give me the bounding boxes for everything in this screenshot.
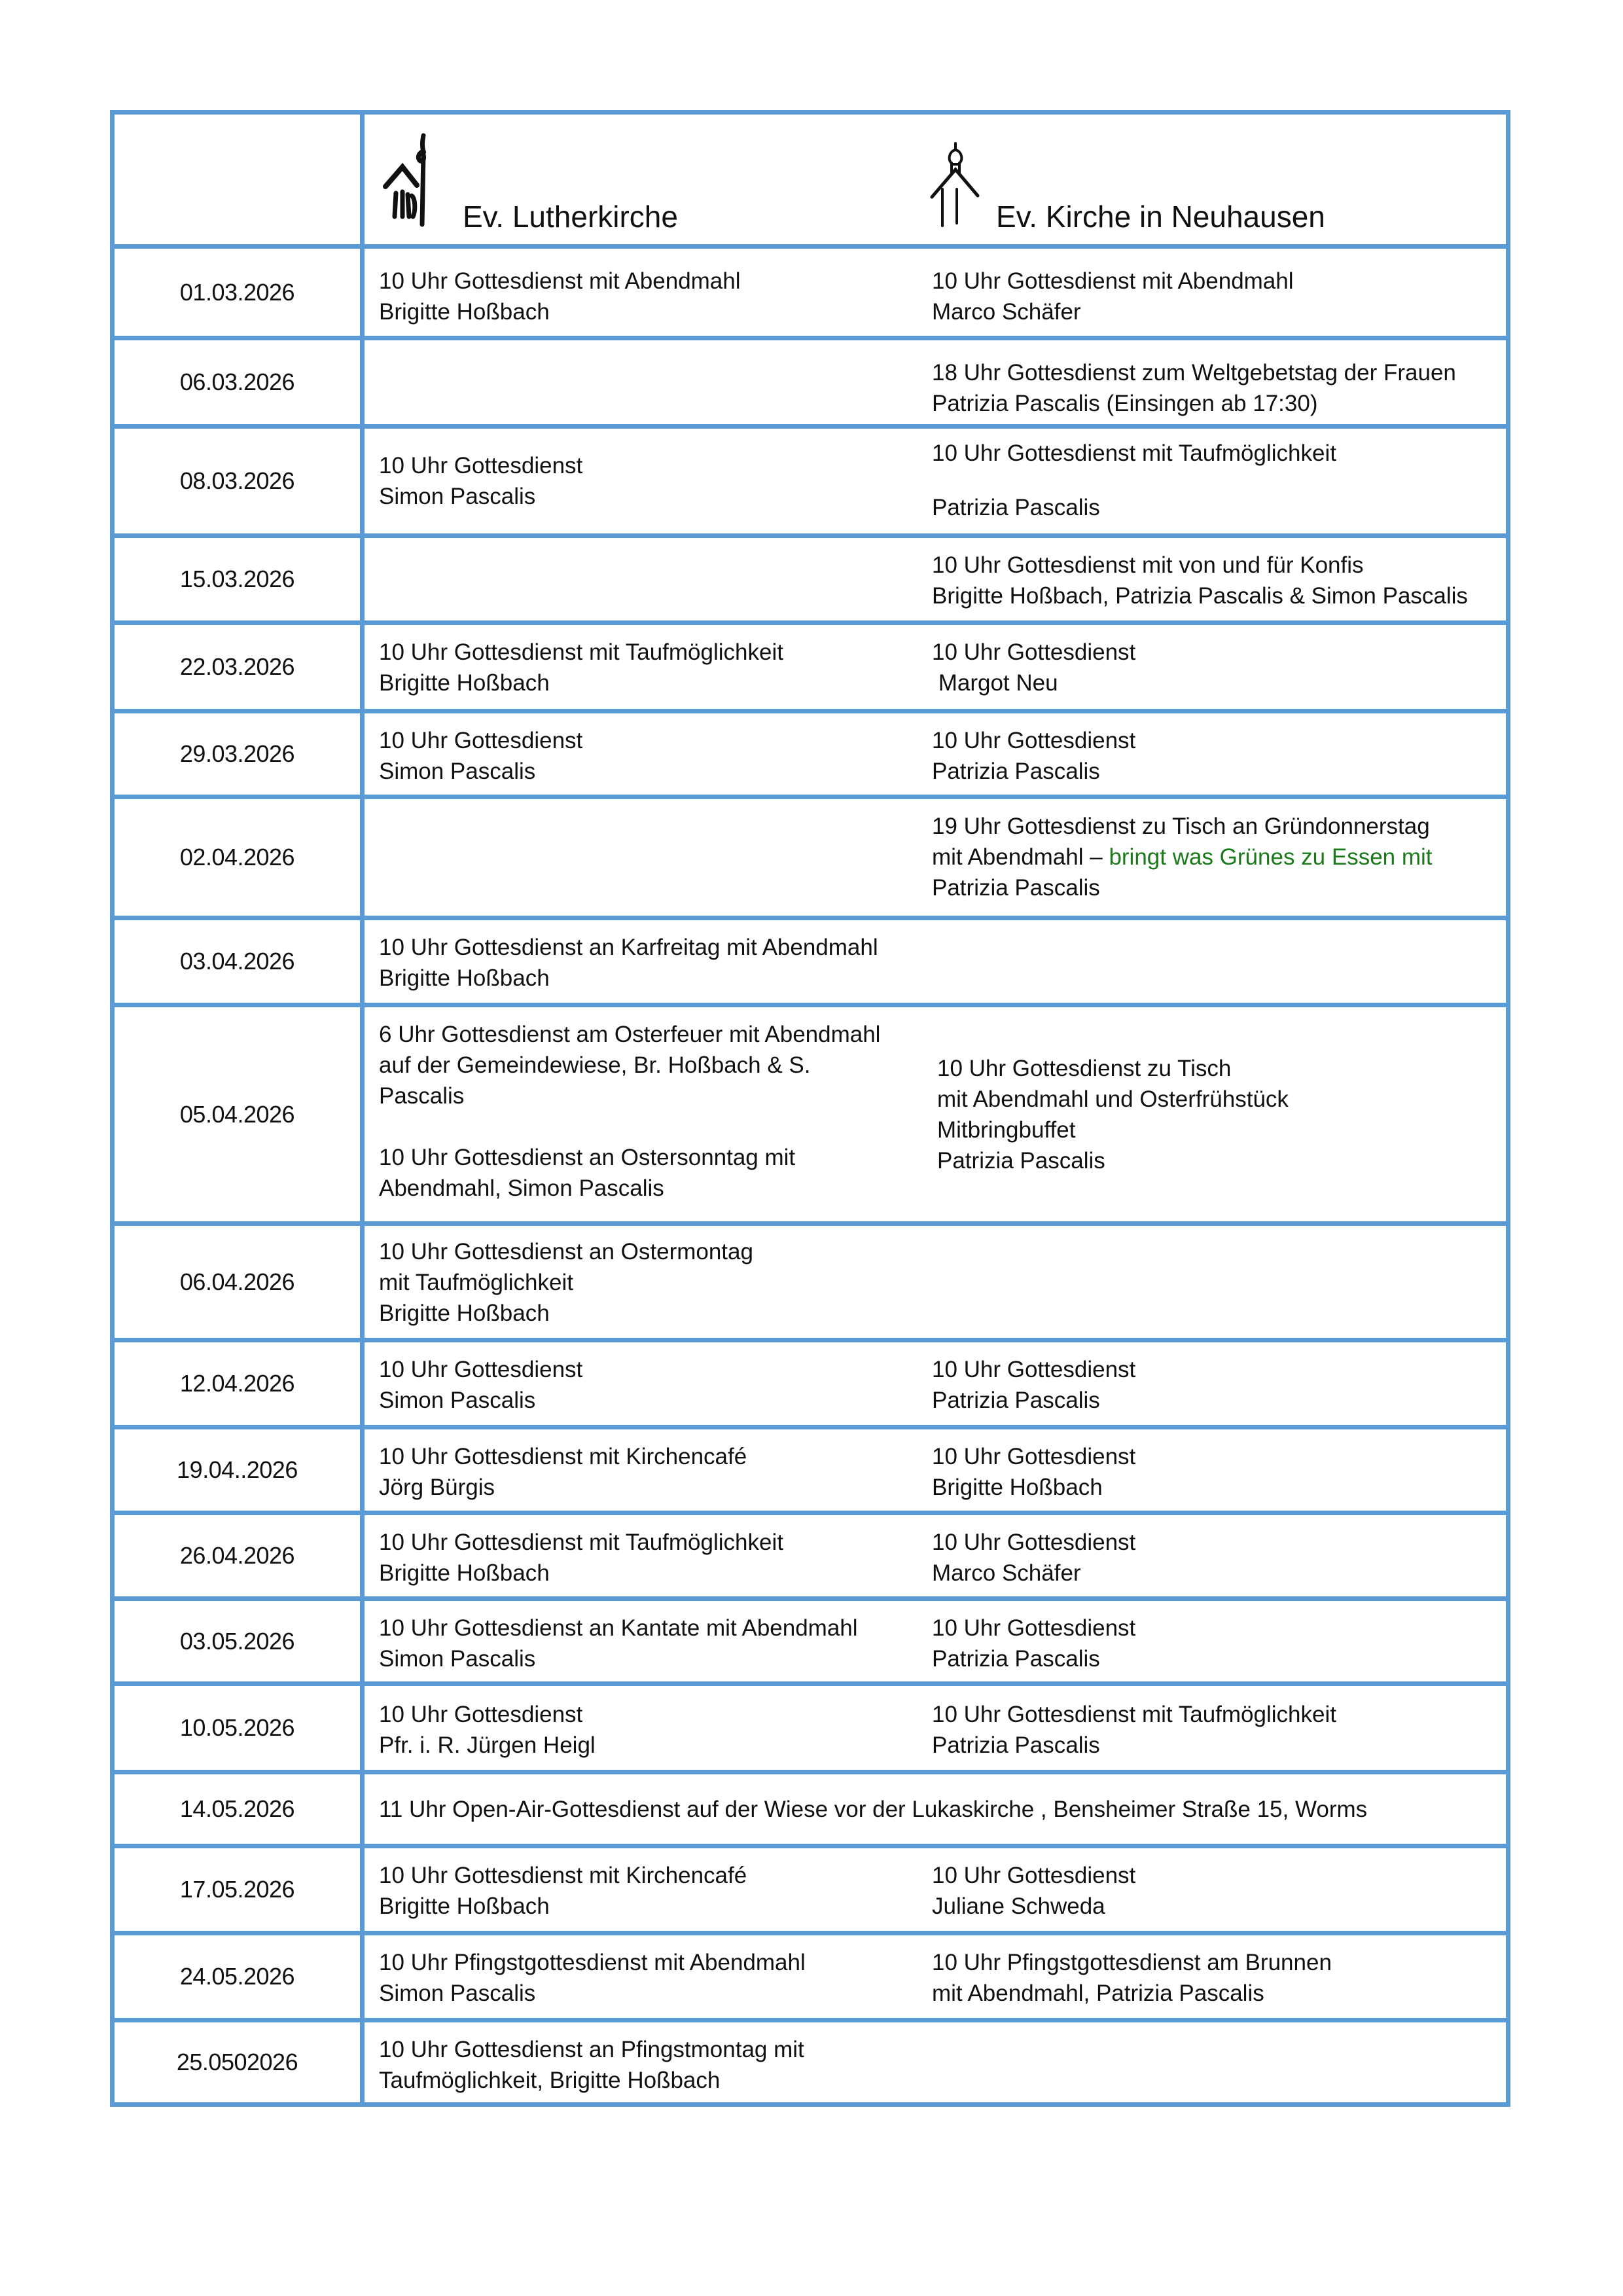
lutherkirche-cell	[365, 920, 918, 1003]
date-cell: 29.03.2026	[115, 713, 365, 795]
service-text: Pascalis	[379, 1083, 465, 1109]
service-text: 10 Uhr Gottesdienst zu Tisch	[937, 1055, 1232, 1081]
preacher-text: Brigitte Hoßbach	[379, 1300, 550, 1326]
preacher-text: Brigitte Hoßbach	[932, 1475, 1103, 1500]
service-text: 10 Uhr Gottesdienst	[932, 1863, 1136, 1888]
preacher-text: Margot Neu	[932, 670, 1058, 696]
service-text: 10 Uhr Gottesdienst mit Kirchencafé	[379, 1444, 747, 1469]
date-cell: 15.03.2026	[115, 538, 365, 620]
neuhausen-cell	[918, 538, 1506, 620]
preacher-text: Simon Pascalis	[379, 1388, 536, 1413]
service-text: 10 Uhr Gottesdienst an Kantate mit Abendmahl	[379, 1615, 858, 1641]
service-text: 10 Uhr Pfingstgottesdienst mit Abendmahl	[379, 1950, 806, 1975]
table-row	[115, 620, 1506, 709]
service-text: 11 Uhr Open-Air-Gottesdienst auf der Wiese vor der Lukaskirche , Bensheimer Straße 15, Worms	[379, 1796, 1368, 1822]
preacher-text: Juliane Schweda	[932, 1893, 1105, 1919]
table-row	[115, 795, 1506, 916]
table-row	[115, 533, 1506, 620]
lutherkirche-cell	[365, 340, 918, 424]
table-row	[115, 1338, 1506, 1425]
service-text: Mitbringbuffet	[937, 1117, 1076, 1143]
lutherkirche-cell	[365, 1342, 918, 1425]
lutherkirche-title: Ev. Lutherkirche	[463, 200, 678, 234]
service-text: mit Taufmöglichkeit	[379, 1270, 573, 1295]
neuhausen-cell	[918, 625, 1506, 709]
table-row	[115, 336, 1506, 424]
service-text: 10 Uhr Gottesdienst mit Taufmöglichkeit	[379, 1530, 783, 1555]
header-row	[115, 115, 1506, 244]
preacher-text: Patrizia Pascalis	[932, 495, 1100, 520]
preacher-text: Patrizia Pascalis	[932, 1646, 1100, 1672]
service-text: 10 Uhr Gottesdienst	[379, 1702, 583, 1727]
neuhausen-cell	[918, 1686, 1506, 1770]
service-text: 10 Uhr Gottesdienst an Ostersonntag mit	[379, 1145, 796, 1170]
neuhausen-cell	[918, 429, 1506, 533]
preacher-text: Simon Pascalis	[379, 759, 536, 784]
date-cell: 03.05.2026	[115, 1601, 365, 1681]
service-text: 10 Uhr Gottesdienst mit Kirchencafé	[379, 1863, 747, 1888]
table-row	[115, 1844, 1506, 1931]
bring-food-note: bringt was Grünes zu Essen mit	[1109, 844, 1433, 870]
lutherkirche-cell	[365, 713, 918, 795]
lutherkirche-cell	[365, 1007, 918, 1221]
neuhausen-cell	[918, 1342, 1506, 1425]
lutherkirche-cell	[365, 625, 918, 709]
service-text: 10 Uhr Gottesdienst	[379, 728, 583, 753]
neuhausen-cell	[918, 1935, 1506, 2018]
neuhausen-cell	[918, 1601, 1506, 1681]
date-cell: 14.05.2026	[115, 1774, 365, 1844]
table-row	[115, 1221, 1506, 1338]
table-row	[115, 1681, 1506, 1770]
service-text: 10 Uhr Gottesdienst mit Abendmahl	[379, 268, 741, 294]
neuhausen-cell	[918, 1226, 1506, 1338]
date-header-cell	[115, 115, 365, 244]
date-cell: 01.03.2026	[115, 249, 365, 336]
church-neuhausen-icon	[929, 141, 982, 230]
service-text: 10 Uhr Gottesdienst	[932, 1615, 1136, 1641]
neuhausen-title: Ev. Kirche in Neuhausen	[996, 200, 1325, 234]
date-cell: 26.04.2026	[115, 1515, 365, 1596]
neuhausen-cell	[918, 799, 1506, 916]
lutherkirche-cell	[365, 1686, 918, 1770]
table-row	[115, 1770, 1506, 1844]
date-cell: 06.03.2026	[115, 340, 365, 424]
service-text: 18 Uhr Gottesdienst zum Weltgebetstag der Frauen	[932, 360, 1456, 386]
table-row	[115, 2018, 1506, 2102]
preacher-text: Brigitte Hoßbach	[379, 1893, 550, 1919]
preacher-text: Patrizia Pascalis (Einsingen ab 17:30)	[932, 391, 1318, 416]
preacher-text: Brigitte Hoßbach	[379, 965, 550, 991]
neuhausen-cell	[918, 340, 1506, 424]
service-text: 10 Uhr Gottesdienst an Pfingstmontag mit	[379, 2037, 804, 2062]
service-text: mit Abendmahl –	[932, 844, 1109, 870]
service-text: 10 Uhr Gottesdienst	[932, 1357, 1136, 1382]
preacher-text: Simon Pascalis	[379, 1981, 536, 2006]
date-cell: 06.04.2026	[115, 1226, 365, 1338]
lutherkirche-cell	[365, 249, 918, 336]
lutherkirche-cell	[365, 1429, 918, 1511]
preacher-text: Patrizia Pascalis	[937, 1147, 1105, 1174]
preacher-text: Simon Pascalis	[379, 484, 536, 509]
preacher-text: Marco Schäfer	[932, 299, 1081, 325]
preacher-text: Patrizia Pascalis	[932, 1388, 1100, 1413]
preacher-text: Brigitte Hoßbach	[379, 1560, 550, 1586]
table-row	[115, 1425, 1506, 1511]
neuhausen-cell	[918, 2022, 1506, 2102]
date-cell: 24.05.2026	[115, 1935, 365, 2018]
table-row	[115, 1003, 1506, 1221]
lutherkirche-cell	[365, 538, 918, 620]
table-row	[115, 244, 1506, 336]
table-row	[115, 1931, 1506, 2018]
service-text: 6 Uhr Gottesdienst am Osterfeuer mit Abendmahl	[379, 1022, 881, 1047]
preacher-text: Patrizia Pascalis	[932, 1732, 1100, 1758]
table-row	[115, 424, 1506, 533]
service-text: 10 Uhr Gottesdienst	[932, 1530, 1136, 1555]
table-row	[115, 709, 1506, 795]
lutherkirche-header	[365, 115, 918, 244]
date-cell: 10.05.2026	[115, 1686, 365, 1770]
service-text: 10 Uhr Pfingstgottesdienst am Brunnen	[932, 1950, 1332, 1975]
lutherkirche-cell	[365, 2022, 918, 2102]
service-text: 10 Uhr Gottesdienst mit Taufmöglichkeit	[379, 639, 783, 665]
date-cell: 03.04.2026	[115, 920, 365, 1003]
table-row	[115, 1511, 1506, 1596]
date-cell: 25.0502026	[115, 2022, 365, 2102]
date-cell: 17.05.2026	[115, 1848, 365, 1931]
service-text: 10 Uhr Gottesdienst mit Taufmöglichkeit	[932, 440, 1336, 466]
date-cell: 19.04..2026	[115, 1429, 365, 1511]
service-text: Abendmahl, Simon Pascalis	[379, 1175, 664, 1201]
lutherkirche-cell	[365, 1935, 918, 2018]
service-text: mit Abendmahl und Osterfrühstück	[937, 1086, 1289, 1112]
service-text: 19 Uhr Gottesdienst zu Tisch an Gründonnerstag	[932, 814, 1430, 839]
service-text: 10 Uhr Gottesdienst	[932, 1444, 1136, 1469]
neuhausen-cell	[918, 713, 1506, 795]
preacher-text: Pfr. i. R. Jürgen Heigl	[379, 1732, 596, 1758]
lutherkirche-cell	[365, 1226, 918, 1338]
table-row	[115, 1596, 1506, 1681]
service-text: 10 Uhr Gottesdienst	[379, 1357, 583, 1382]
service-text: 10 Uhr Gottesdienst mit von und für Konfis	[932, 552, 1364, 578]
preacher-text: Brigitte Hoßbach, Patrizia Pascalis & Simon Pascalis	[932, 583, 1468, 609]
service-text: 10 Uhr Gottesdienst mit Taufmöglichkeit	[932, 1702, 1336, 1727]
preacher-text: Patrizia Pascalis	[932, 875, 1100, 901]
joint-service-cell	[365, 1774, 1506, 1844]
date-cell: 02.04.2026	[115, 799, 365, 916]
service-text: 10 Uhr Gottesdienst mit Abendmahl	[932, 268, 1294, 294]
neuhausen-cell	[918, 1515, 1506, 1596]
neuhausen-cell	[918, 249, 1506, 336]
neuhausen-cell	[918, 920, 1506, 1003]
service-schedule-table	[110, 110, 1510, 2107]
service-text: 10 Uhr Gottesdienst an Ostermontag	[379, 1239, 753, 1265]
preacher-text: Simon Pascalis	[379, 1646, 536, 1672]
preacher-text: Brigitte Hoßbach	[379, 299, 550, 325]
date-cell: 08.03.2026	[115, 429, 365, 533]
date-cell: 05.04.2026	[115, 1007, 365, 1221]
date-cell: 12.04.2026	[115, 1342, 365, 1425]
service-text: 10 Uhr Gottesdienst an Karfreitag mit Abendmahl	[379, 935, 878, 960]
neuhausen-header	[918, 115, 1506, 244]
lutherkirche-cell	[365, 1515, 918, 1596]
date-cell: 22.03.2026	[115, 625, 365, 709]
preacher-text: Taufmöglichkeit, Brigitte Hoßbach	[379, 2068, 721, 2093]
lutherkirche-cell	[365, 1848, 918, 1931]
lutherkirche-cell	[365, 1601, 918, 1681]
service-text: 10 Uhr Gottesdienst	[379, 453, 583, 478]
lutherkirche-cell	[365, 799, 918, 916]
service-text: 10 Uhr Gottesdienst	[932, 639, 1136, 665]
neuhausen-cell	[918, 1429, 1506, 1511]
service-text: auf der Gemeindewiese, Br. Hoßbach & S.	[379, 1052, 811, 1078]
church-luther-icon	[383, 133, 434, 230]
preacher-text: Marco Schäfer	[932, 1560, 1081, 1586]
preacher-text: Jörg Bürgis	[379, 1475, 495, 1500]
lutherkirche-cell	[365, 429, 918, 533]
preacher-text: mit Abendmahl, Patrizia Pascalis	[932, 1981, 1264, 2006]
neuhausen-cell	[918, 1848, 1506, 1931]
preacher-text: Brigitte Hoßbach	[379, 670, 550, 696]
table-row	[115, 916, 1506, 1003]
preacher-text: Patrizia Pascalis	[932, 759, 1100, 784]
neuhausen-cell	[918, 1007, 1506, 1221]
service-text: 10 Uhr Gottesdienst	[932, 728, 1136, 753]
